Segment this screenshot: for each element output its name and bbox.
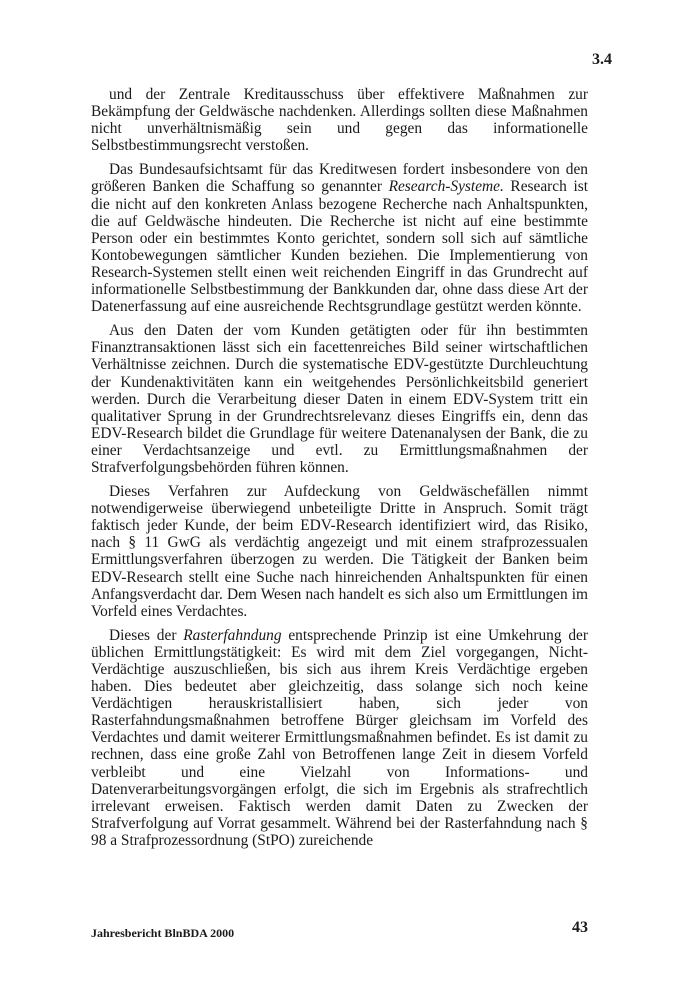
text-segment: entsprechende Prinzip ist eine Umkehrung der üblichen Ermittlungstätigkeit: Es wird mit dem Ziel vorgegangen, Nicht-Verdächtige auszuschließen, bis sich aus ihrem Kreis Verdächtige ergeben haben. Dies bedeutet aber gleichzeitig, dass solange sich noch keine Verdächtigen herauskristallisiert haben, sich jeder von Rasterfahndungsmaßnahmen betroffene Bürger gleichsam im Vorfeld des Verdachtes und damit weiterer Ermittlungsmaßnahmen befindet. Es ist damit zu rechnen, dass eine große Zahl von Betroffenen lange Zeit in diesem Vorfeld verbleibt und eine Vielzahl von Informations- und Datenverarbeitungsvorgängen erfolgt, die sich im Ergebnis als strafrechtlich irrelevant erweisen. Faktisch werden damit Daten zu Zwecken der Strafverfolgung auf Vorrat gesammelt. Während bei der Rasterfahndung nach § 98 a Strafprozessordnung (StPO) zureichende [91, 626, 588, 849]
paragraph-research-systems [91, 161, 588, 315]
paragraph-procedure [91, 483, 588, 620]
text-segment-italic: Rasterfahndung [183, 626, 282, 644]
paragraph-customer-data [91, 322, 588, 476]
text-segment: und der Zentrale Kreditausschuss über effektivere Maßnahmen zur Bekämpfung der Geldwäsche nachdenken. Allerdings sollten diese Maßnahmen nicht unverhältnismäßig sein und gegen das informationelle Selbstbestimmungsrecht verstoßen. [91, 86, 588, 155]
body-text [91, 86, 588, 856]
section-number: 3.4 [592, 51, 612, 68]
footer-publication: Jahresbericht BlnBDA 2000 [91, 926, 235, 940]
text-segment: Das Bundesaufsichtsamt für das Kreditwesen fordert insbesondere von den größeren Banken die Schaffung so genannter [91, 161, 588, 196]
paragraph-rasterfahndung [91, 627, 588, 849]
text-segment: Dieses Verfahren zur Aufdeckung von Geldwäschefällen nimmt notwendigerweise überwiegend unbeteiligte Dritte in Anspruch. Somit trägt faktisch jeder Kunde, der beim EDV-Research identifiziert wird, das Risiko, nach § 11 GwG als verdächtig angezeigt und mit einem strafprozessualen Ermittlungsverfahren überzogen zu werden. Die Tätigkeit der Banken beim EDV-Research stellt eine Suche nach hinreichenden Anhaltspunkten für einen Anfangsverdacht dar. Dem Wesen nach handelt es sich also um Ermittlungen im Vorfeld eines Verdachtes. [91, 483, 588, 620]
page-number: 43 [572, 919, 588, 936]
text-segment: Dieses der [109, 626, 184, 644]
text-segment: Research ist die nicht auf den konkreten Anlass bezogene Recherche nach Anhaltspunkten, die auf Geldwäsche hindeuten. Die Recherche ist nicht auf eine bestimmte Person oder ein bestimmtes Konto gerichtet, sondern soll sich auf sämtliche Kontobewegungen sämtlicher Kunden beziehen. Die Implementierung von Research-Systemen stellt einen weit reichenden Eingriff in das Grundrecht auf informationelle Selbstbestimmung der Bankkunden dar, ohne dass diese Art der Datenerfassung auf eine ausreichende Rechtsgrundlage gestützt werden könnte. [91, 178, 588, 316]
paragraph-continuation [91, 86, 588, 154]
text-segment-italic: Research-Systeme. [388, 178, 504, 196]
text-segment: Aus den Daten der vom Kunden getätigten oder für ihn bestimmten Finanztransaktionen lässt sich ein facettenreiches Bild seiner wirtschaftlichen Verhältnisse zeichnen. Durch die systematische EDV-gestützte Durchleuchtung der Kundenaktivitäten kann ein weitgehendes Persönlichkeitsbild generiert werden. Durch die Verarbeitung dieser Daten in einem EDV-System tritt ein qualitativer Sprung in der Grundrechtsrelevanz dieses Eingriffs ein, denn das EDV-Research bildet die Grundlage für weitere Datenanalysen der Bank, die zu einer Verdachtsanzeige und evtl. zu Ermittlungsmaßnahmen der Strafverfolgungsbehörden führen können. [91, 322, 588, 476]
